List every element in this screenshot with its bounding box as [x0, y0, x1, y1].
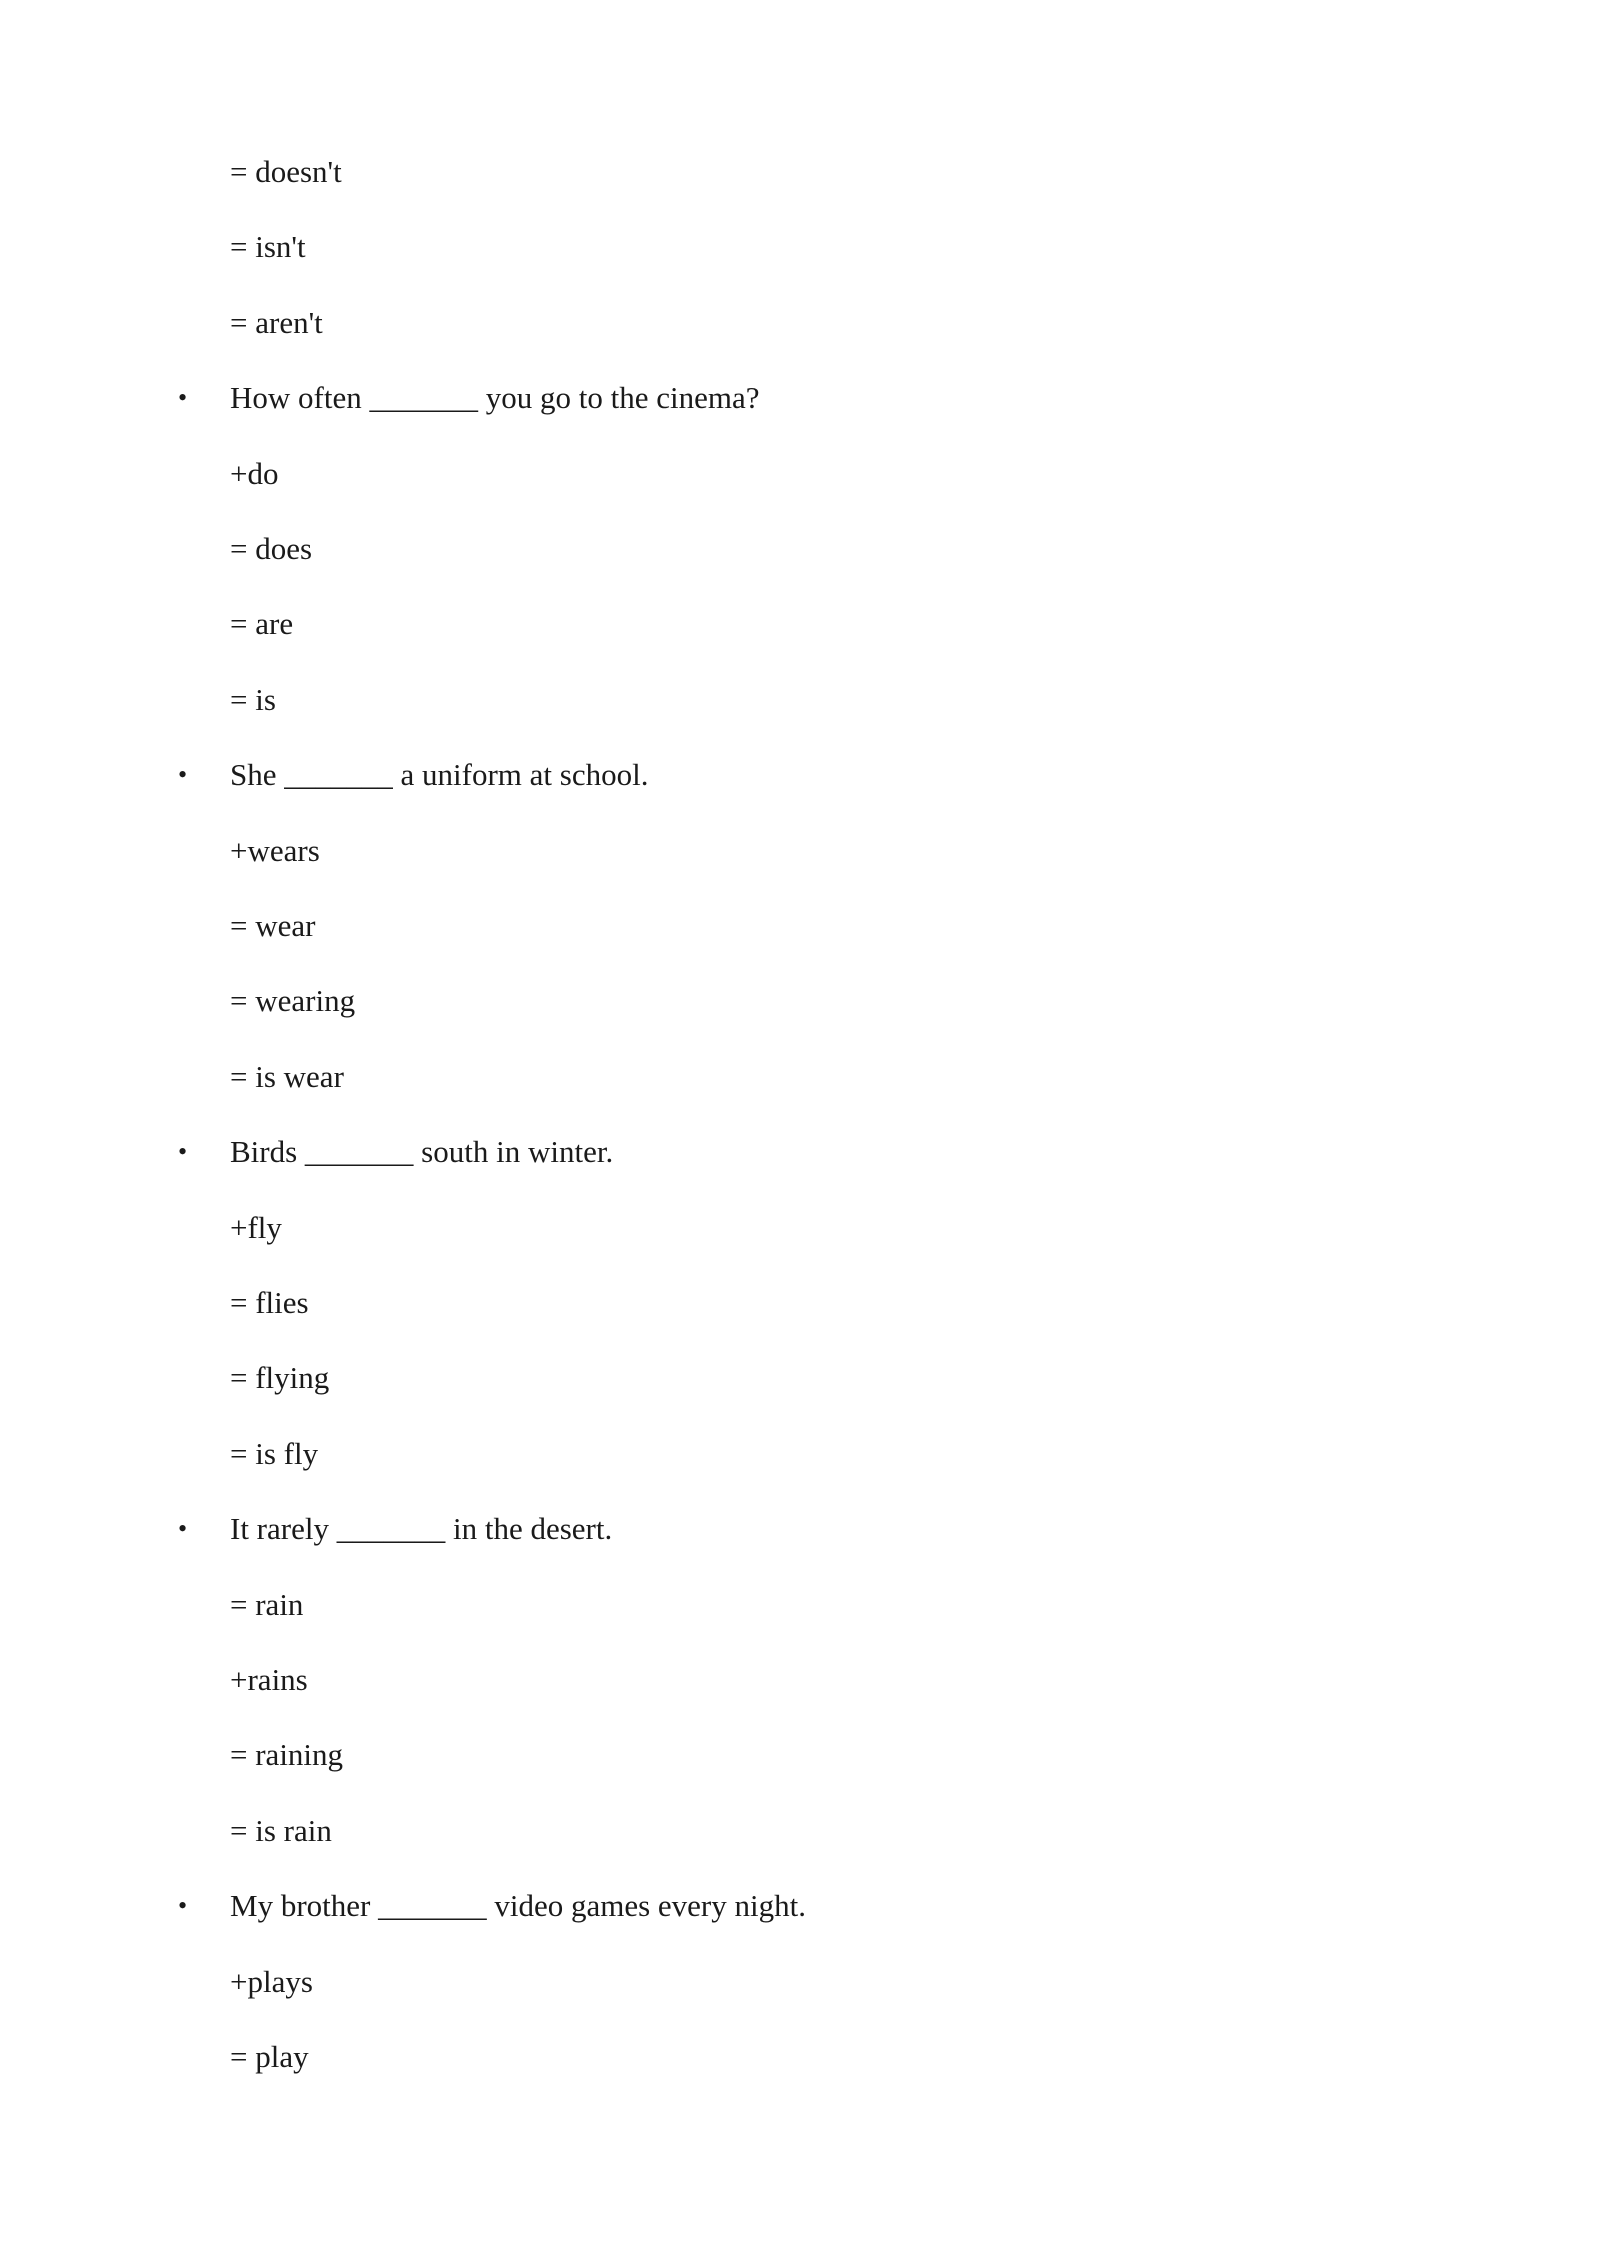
- question-text: My brother _______ video games every night.: [230, 1888, 806, 1923]
- bullet-icon: •: [178, 760, 188, 789]
- answer-option: = does: [230, 531, 313, 566]
- answer-option: = wearing: [230, 983, 356, 1018]
- answer-option: = is: [230, 682, 276, 717]
- bullet-icon: •: [178, 1514, 188, 1543]
- answer-option: = doesn't: [230, 154, 342, 189]
- answer-option: = isn't: [230, 229, 306, 264]
- answer-option: = raining: [230, 1737, 344, 1772]
- question-text: Birds _______ south in winter.: [230, 1134, 614, 1169]
- answer-option: = is wear: [230, 1059, 344, 1094]
- answer-option: +wears: [230, 833, 320, 868]
- answer-option: = is rain: [230, 1813, 332, 1848]
- answer-option: = rain: [230, 1587, 304, 1622]
- answer-option: +do: [230, 456, 279, 491]
- answer-option: = are: [230, 606, 294, 641]
- answer-option: = play: [230, 2039, 309, 2074]
- bullet-icon: •: [178, 1891, 188, 1920]
- bullet-icon: •: [178, 1137, 188, 1166]
- answer-option: +rains: [230, 1662, 308, 1697]
- answer-option: = flies: [230, 1285, 309, 1320]
- question-text: How often _______ you go to the cinema?: [230, 380, 760, 415]
- question-text: She _______ a uniform at school.: [230, 757, 649, 792]
- answer-option: = flying: [230, 1360, 330, 1395]
- answer-option: = wear: [230, 908, 316, 943]
- answer-option: +fly: [230, 1210, 282, 1245]
- bullet-icon: •: [178, 383, 188, 412]
- answer-option: +plays: [230, 1964, 313, 1999]
- answer-option: = aren't: [230, 305, 323, 340]
- question-text: It rarely _______ in the desert.: [230, 1511, 613, 1546]
- answer-option: = is fly: [230, 1436, 319, 1471]
